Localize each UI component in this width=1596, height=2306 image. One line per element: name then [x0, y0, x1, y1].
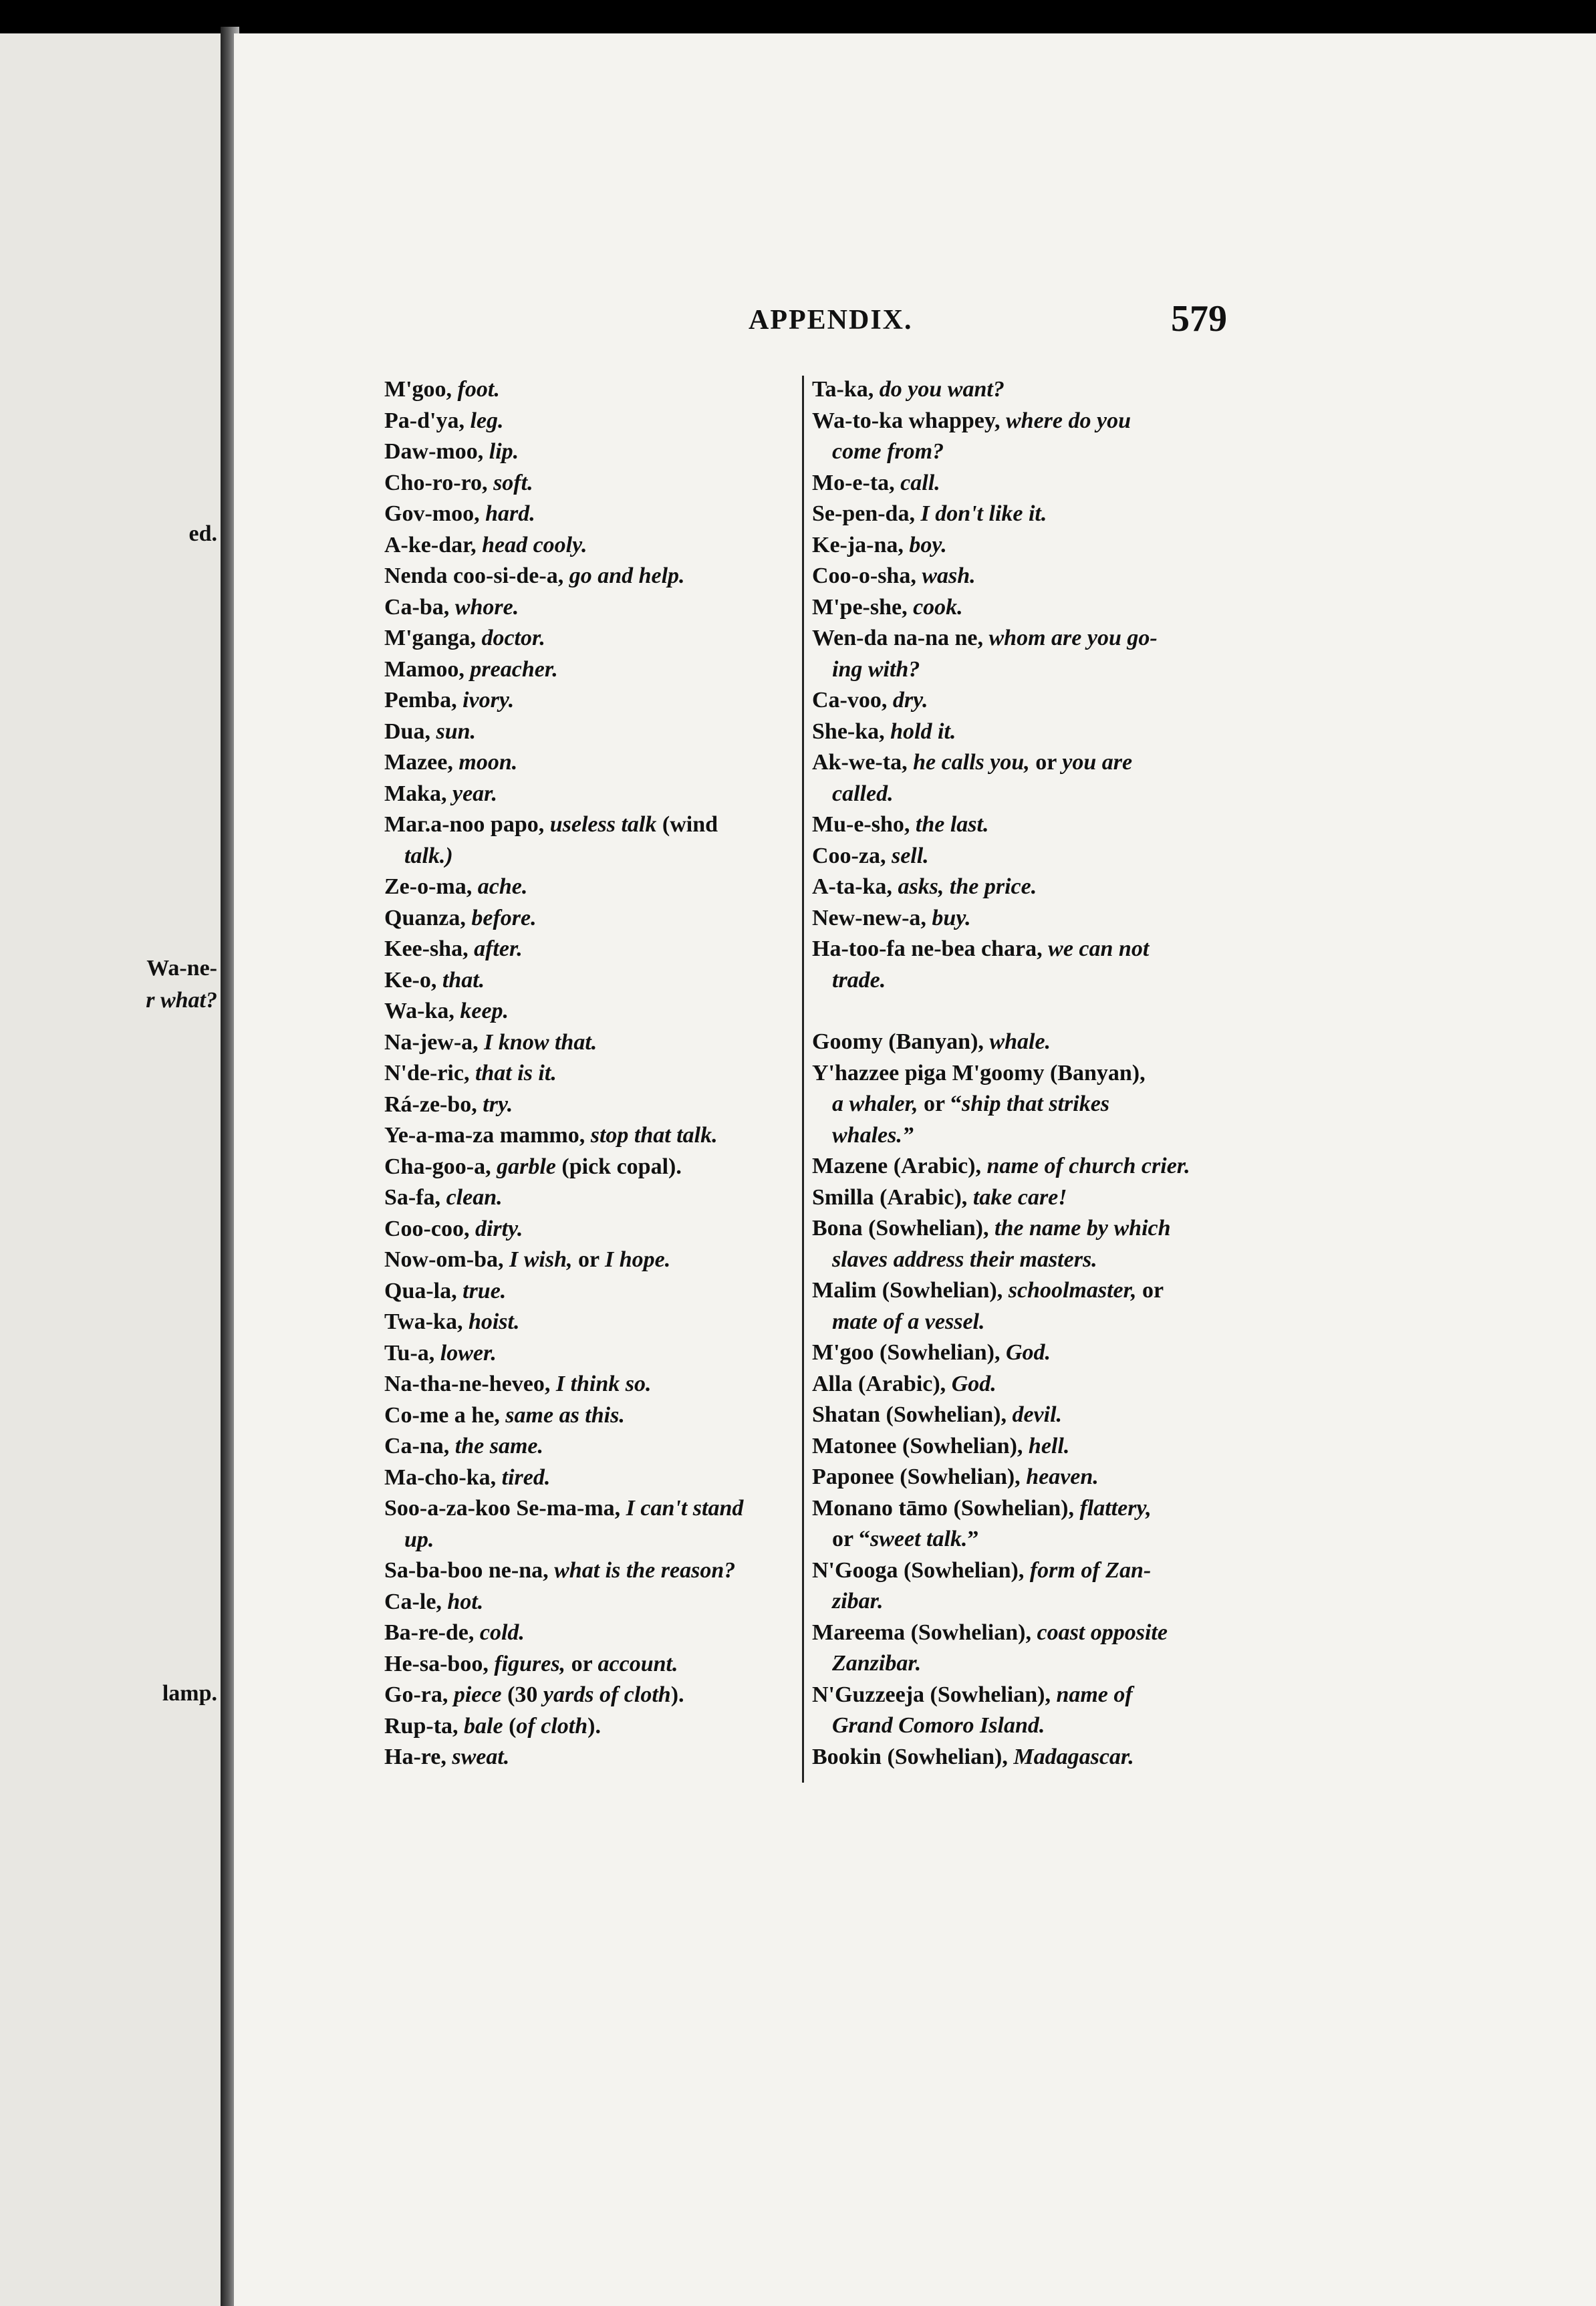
glossary-entry	[384, 654, 812, 686]
entry-definition: try.	[483, 1092, 513, 1117]
entry-definition: boy.	[909, 532, 947, 557]
entry-definition: he calls you,	[913, 750, 1030, 775]
entry-definition: stop that talk.	[590, 1123, 718, 1148]
glossary-entry	[812, 1213, 1240, 1275]
entry-term: Malim (Sowhelian),	[812, 1278, 1009, 1303]
glossary-entry	[384, 685, 812, 717]
glossary-entry	[812, 623, 1240, 685]
entry-text: (30	[501, 1682, 543, 1707]
entry-term: A-ta-ka,	[812, 874, 898, 899]
entry-text: sweet talk.	[870, 1527, 968, 1551]
entry-definition: sweat.	[452, 1745, 510, 1769]
entry-term: Ca-ba,	[384, 594, 455, 620]
entry-definition: dirty.	[475, 1216, 523, 1241]
entry-definition: whore.	[454, 594, 519, 620]
entry-definition: head cooly.	[482, 532, 587, 557]
glossary-entry	[384, 872, 812, 903]
glossary-entry	[812, 841, 1240, 872]
entry-term: Mazee,	[384, 750, 459, 775]
glossary-entry	[384, 965, 812, 997]
entry-definition: garble	[497, 1154, 556, 1179]
spacer	[812, 996, 1240, 1027]
entry-definition: piece	[453, 1682, 502, 1707]
entry-definition: keep.	[460, 999, 509, 1023]
glossary-entry	[384, 436, 812, 468]
glossary-entry	[812, 1742, 1240, 1773]
entry-continuation: Zanzibar.	[832, 1651, 922, 1676]
glossary-entry	[384, 1587, 812, 1618]
glossary-entry	[812, 1337, 1240, 1369]
entry-term: Coo-o-sha,	[812, 563, 922, 588]
entry-term: Pemba,	[384, 688, 463, 713]
entry-definition: lip.	[489, 439, 519, 464]
prev-page-fragment: r what?	[146, 988, 217, 1013]
entry-term: Quanza,	[384, 905, 472, 930]
entry-term: Wa-to-ka whappey,	[812, 408, 1006, 433]
entry-term: M'pe-she,	[812, 594, 914, 620]
entry-definition: God.	[1005, 1340, 1051, 1365]
entry-definition: you are	[1062, 750, 1133, 775]
entry-definition: schoolmaster,	[1008, 1278, 1137, 1303]
entry-continuation: trade.	[832, 967, 886, 993]
glossary-entry	[384, 1338, 812, 1370]
entry-definition: God.	[951, 1371, 996, 1396]
glossary-entry	[384, 374, 812, 406]
entry-definition: useless talk	[549, 812, 657, 837]
entry-term: Coo-coo,	[384, 1216, 475, 1241]
glossary-entry	[384, 1027, 812, 1059]
entry-definition: I hope.	[604, 1247, 671, 1272]
prev-page-fragment: Wa-ne-	[146, 956, 217, 981]
glossary-entry	[812, 809, 1240, 841]
glossary-entry	[812, 1275, 1240, 1337]
entry-term: Ha-too-fa ne-bea chara,	[812, 936, 1049, 961]
entry-continuation: whales.”	[832, 1122, 914, 1148]
entry-continuation: zibar.	[832, 1589, 884, 1614]
entry-term: Tu-a,	[384, 1340, 440, 1366]
glossary-entry	[384, 1090, 812, 1121]
entry-term: Gov-moo,	[384, 501, 486, 526]
entry-term: Mo-e-ta,	[812, 470, 901, 495]
entry-term: Sa-ba-boo ne-na,	[384, 1558, 555, 1583]
glossary-entry	[384, 530, 812, 561]
entry-text: or “	[832, 1527, 870, 1551]
glossary-entry	[384, 779, 812, 810]
glossary-entry	[812, 717, 1240, 748]
glossary-entry	[812, 1400, 1240, 1431]
entry-term: Ca-na,	[384, 1434, 455, 1458]
entry-definition: what is the reason?	[554, 1558, 736, 1583]
glossary-entry	[812, 1680, 1240, 1742]
entry-definition: Madagascar.	[1013, 1744, 1134, 1769]
entry-term: Rup-ta,	[384, 1713, 464, 1739]
entry-text: or	[1029, 750, 1063, 775]
glossary-entry	[812, 934, 1240, 996]
glossary-entry	[812, 903, 1240, 934]
glossary-entry	[384, 1058, 812, 1090]
entry-term: Y'hazzee piga M'goomy (Banyan),	[812, 1060, 1146, 1085]
glossary-entry	[384, 1680, 812, 1711]
glossary-entry	[812, 1369, 1240, 1400]
entry-definition: ivory.	[462, 688, 515, 713]
glossary-entry	[812, 1182, 1240, 1214]
entry-term: Se-pen-da,	[812, 501, 921, 526]
entry-text: or	[572, 1247, 605, 1272]
glossary-entry	[384, 1711, 812, 1743]
glossary-entry	[384, 1462, 812, 1494]
glossary-entry	[812, 1493, 1240, 1555]
entry-definition: asks, the price.	[898, 874, 1037, 899]
entry-definition: hot.	[447, 1589, 484, 1614]
glossary-entry	[812, 499, 1240, 530]
glossary-entry	[812, 468, 1240, 499]
entry-definition: true.	[462, 1278, 507, 1303]
entry-text: or “	[918, 1092, 962, 1116]
glossary-entry	[384, 1307, 812, 1338]
glossary-entry	[384, 1742, 812, 1773]
entry-term: Maг.a-noo papo,	[384, 812, 550, 837]
entry-term: M'ganga,	[384, 626, 482, 650]
entry-definition: that.	[442, 967, 485, 993]
entry-definition: hoist.	[468, 1309, 520, 1334]
entry-term: Now-om-ba,	[384, 1247, 509, 1272]
column-divider	[802, 376, 804, 1783]
glossary-entry	[384, 1618, 812, 1649]
glossary-entry	[384, 1214, 812, 1245]
entry-term: M'goo,	[384, 377, 458, 402]
glossary-entry	[812, 685, 1240, 717]
glossary-entry	[812, 872, 1240, 903]
entry-term: Soo-a-za-koo Se-ma-ma,	[384, 1496, 626, 1521]
glossary-entry	[812, 747, 1240, 809]
entry-term: Cha-goo-a,	[384, 1154, 497, 1179]
entry-term: Ke-o,	[384, 967, 442, 993]
entry-term: Ha-re,	[384, 1745, 452, 1769]
entry-definition: account.	[597, 1651, 678, 1676]
glossary-entry	[812, 1618, 1240, 1680]
entry-definition: wash.	[922, 563, 976, 588]
glossary-entry	[384, 1276, 812, 1307]
entry-term: Ma-cho-ka,	[384, 1464, 502, 1490]
entry-text: ).	[670, 1682, 684, 1707]
entry-definition: moon.	[458, 750, 518, 775]
entry-term: Sa-fa,	[384, 1185, 446, 1210]
entry-term: N'Guzzeeja (Sowhelian),	[812, 1682, 1057, 1707]
entry-definition: name of	[1056, 1682, 1133, 1707]
entry-term: Ye-a-ma-za mammo,	[384, 1123, 591, 1148]
entry-term: Matonee (Sowhelian),	[812, 1433, 1029, 1458]
glossary-entry	[384, 1649, 812, 1680]
entry-definition: same as this.	[505, 1402, 625, 1428]
glossary-entry	[384, 561, 812, 592]
entry-term: Co-me a he,	[384, 1402, 506, 1428]
glossary-entry	[384, 747, 812, 779]
entry-continuation	[812, 1089, 1240, 1120]
entry-continuation	[812, 1524, 1240, 1555]
entry-term: Go-ra,	[384, 1682, 454, 1707]
entry-term: Ze-o-ma,	[384, 874, 478, 899]
entry-continuation: talk.)	[404, 843, 453, 868]
entry-continuation: come from?	[832, 439, 944, 464]
page-number: 579	[1171, 298, 1227, 340]
entry-term: Rá-ze-bo,	[384, 1092, 483, 1117]
glossary-entry	[384, 1369, 812, 1400]
entry-term: Mamoo,	[384, 656, 471, 682]
entry-text: (	[503, 1713, 517, 1739]
entry-definition: we can not	[1048, 936, 1150, 961]
entry-definition: I can't stand	[626, 1496, 744, 1521]
entry-definition: heaven.	[1026, 1464, 1099, 1489]
entry-term: Alla (Arabic),	[812, 1371, 952, 1396]
entry-definition: form of Zan-	[1029, 1557, 1152, 1583]
entry-definition: the same.	[454, 1434, 544, 1458]
glossary-entry	[384, 592, 812, 624]
glossary-entry	[384, 1431, 812, 1462]
entry-definition: leg.	[470, 408, 504, 433]
entry-term: Na-jew-a,	[384, 1029, 485, 1055]
entry-term: Cho-ro-ro,	[384, 470, 494, 495]
entry-term: He-sa-boo,	[384, 1651, 495, 1676]
glossary-entry	[812, 374, 1240, 406]
glossary-entry	[812, 406, 1240, 468]
entry-text: ship that strikes	[961, 1092, 1110, 1116]
entry-definition: flattery,	[1079, 1495, 1152, 1521]
entry-continuation: Grand Comoro Island.	[832, 1713, 1045, 1738]
glossary-entry	[812, 530, 1240, 561]
entry-definition: dry.	[892, 688, 928, 713]
entry-term: Mazene (Arabic),	[812, 1154, 987, 1178]
entry-term: Wa-ka,	[384, 999, 460, 1023]
glossary-entry	[384, 1245, 812, 1276]
entry-term: Mu-e-sho,	[812, 812, 916, 837]
entry-continuation: ing with?	[832, 656, 920, 682]
entry-continuation: slaves address their masters.	[832, 1247, 1097, 1272]
glossary-entry	[812, 592, 1240, 624]
entry-term: Maka,	[384, 781, 452, 806]
entry-term: Bookin (Sowhelian),	[812, 1744, 1014, 1769]
entry-definition: call.	[900, 470, 940, 495]
entry-definition: clean.	[446, 1185, 503, 1210]
entry-definition: yards of cloth	[543, 1682, 671, 1707]
glossary-entry	[384, 934, 812, 965]
entry-definition: I wish,	[509, 1247, 573, 1272]
entry-term: Coo-za,	[812, 843, 892, 868]
glossary-entry	[384, 623, 812, 654]
glossary-entry	[812, 1027, 1240, 1058]
entry-definition: sun.	[436, 719, 477, 744]
entry-definition: I think so.	[555, 1372, 652, 1396]
entry-definition: tired.	[501, 1464, 551, 1490]
entry-definition: lower.	[440, 1340, 497, 1366]
entry-term: Monano tāmo (Sowhelian),	[812, 1495, 1080, 1521]
entry-definition: buy.	[932, 905, 971, 930]
entry-term: Pa-d'ya,	[384, 408, 471, 433]
entry-term: Nenda coo-si-de-a,	[384, 563, 569, 588]
prev-page-fragment: ed.	[188, 521, 217, 546]
entry-definition: coast opposite	[1037, 1620, 1168, 1645]
entry-definition: I know that.	[484, 1029, 597, 1055]
entry-definition: go and help.	[569, 563, 685, 588]
entry-term: Dua,	[384, 719, 436, 744]
entry-definition: the name by which	[994, 1216, 1171, 1241]
entry-term: Smilla (Arabic),	[812, 1184, 973, 1210]
entry-term: She-ka,	[812, 719, 891, 744]
entry-term: A-ke-dar,	[384, 532, 483, 557]
entry-definition: hell.	[1028, 1433, 1070, 1458]
entry-definition: cold.	[479, 1620, 525, 1645]
entry-continuation: called.	[832, 781, 894, 806]
entry-term: Kee-sha,	[384, 936, 475, 961]
entry-term: Ta-ka,	[812, 377, 880, 402]
glossary-entry	[384, 1400, 812, 1432]
glossary-entry	[384, 406, 812, 437]
entry-definition: devil.	[1012, 1402, 1063, 1427]
entry-continuation: mate of a vessel.	[832, 1309, 985, 1334]
previous-page-edge	[0, 33, 224, 2306]
entry-definition: ache.	[477, 874, 528, 899]
running-header: APPENDIX.	[749, 305, 913, 336]
entry-definition: take care!	[972, 1184, 1067, 1210]
entry-definition: do you want?	[879, 377, 1005, 402]
entry-term: Goomy (Banyan),	[812, 1029, 990, 1054]
glossary-entry	[384, 499, 812, 530]
entry-definition: the last.	[915, 812, 989, 837]
entry-term: New-new-a,	[812, 905, 932, 930]
entry-term: Daw-moo,	[384, 439, 489, 464]
entry-definition: I don't like it.	[920, 501, 1047, 526]
entry-definition: that is it.	[475, 1061, 557, 1085]
left-column	[384, 374, 812, 1773]
entry-text: ).	[587, 1713, 601, 1739]
glossary-entry	[812, 561, 1240, 592]
entry-definition: before.	[471, 905, 537, 930]
entry-text: a whaler,	[832, 1092, 918, 1116]
right-column	[812, 374, 1240, 1773]
glossary-entry	[384, 468, 812, 499]
entry-term: Shatan (Sowhelian),	[812, 1402, 1013, 1427]
glossary-entry	[812, 1058, 1240, 1152]
glossary-entry	[384, 903, 812, 934]
entry-definition: preacher.	[470, 656, 558, 682]
entry-term: N'Googa (Sowhelian),	[812, 1557, 1030, 1583]
entry-definition: after.	[474, 936, 523, 961]
entry-definition: soft.	[493, 470, 533, 495]
entry-text: (wind	[656, 812, 718, 837]
entry-term: Ke-ja-na,	[812, 532, 910, 557]
entry-text: or	[565, 1651, 598, 1676]
entry-term: Ca-voo,	[812, 688, 893, 713]
entry-definition: whom are you go-	[988, 626, 1158, 650]
entry-text: or	[1136, 1278, 1164, 1303]
glossary-entry	[812, 1462, 1240, 1493]
entry-definition: cook.	[913, 594, 963, 620]
entry-term: Paponee (Sowhelian),	[812, 1464, 1027, 1489]
entry-definition: figures,	[494, 1651, 566, 1676]
entry-term: Qua-la,	[384, 1278, 463, 1303]
entry-text: ”	[967, 1527, 979, 1551]
entry-definition: bale	[464, 1713, 503, 1739]
entry-term: M'goo (Sowhelian),	[812, 1340, 1006, 1365]
glossary-entry	[384, 1120, 812, 1152]
entry-term: Ca-le,	[384, 1589, 448, 1614]
entry-definition: doctor.	[481, 626, 545, 650]
entry-text: (pick copal).	[555, 1154, 682, 1179]
glossary-entry	[384, 1555, 812, 1587]
entry-definition: name of church crier.	[986, 1154, 1190, 1178]
glossary-entry	[812, 1555, 1240, 1618]
entry-definition: of cloth	[516, 1713, 588, 1739]
entry-term: Mareema (Sowhelian),	[812, 1620, 1037, 1645]
entry-term: Bona (Sowhelian),	[812, 1216, 994, 1241]
entry-term: Na-tha-ne-heveo,	[384, 1372, 556, 1396]
glossary-entry	[384, 1182, 812, 1214]
entry-definition: year.	[452, 781, 498, 806]
glossary-entry	[812, 1151, 1240, 1182]
entry-term: N'de-ric,	[384, 1061, 475, 1085]
entry-definition: foot.	[457, 377, 500, 402]
glossary-entry	[384, 1152, 812, 1183]
glossary-entry	[384, 809, 812, 872]
entry-continuation: up.	[404, 1527, 434, 1552]
entry-term: Ba-re-de,	[384, 1620, 480, 1645]
glossary-entry	[384, 717, 812, 748]
glossary-entry	[812, 1431, 1240, 1462]
prev-page-fragment: lamp.	[162, 1681, 217, 1706]
entry-definition: hold it.	[890, 719, 956, 744]
entry-term: Wen-da na-na ne,	[812, 626, 989, 650]
entry-term: Twa-ka,	[384, 1309, 469, 1334]
entry-definition: whale.	[989, 1029, 1051, 1054]
entry-definition: sell.	[891, 843, 929, 868]
glossary-entry	[384, 1493, 812, 1555]
glossary-entry	[384, 996, 812, 1027]
entry-term: Ak-we-ta,	[812, 750, 914, 775]
entry-definition: where do you	[1006, 408, 1131, 433]
entry-definition: hard.	[485, 501, 535, 526]
